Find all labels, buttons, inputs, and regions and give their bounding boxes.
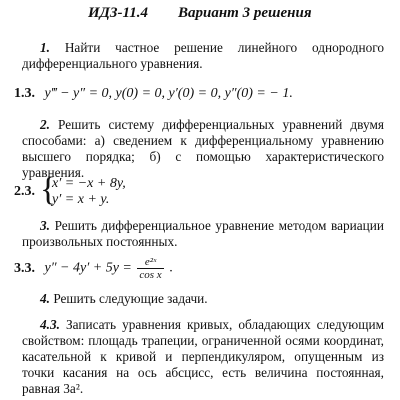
- fraction-numerator: e²ˣ: [137, 256, 163, 269]
- task-4-text: Решить следующие задачи.: [53, 291, 208, 306]
- task-1-text: Найти частное решение линейного однородного дифференциального уравнения.: [22, 40, 385, 71]
- system-row-1: x′ = −x + 8y,: [52, 176, 126, 191]
- equation-1-3-label: 1.3.: [14, 86, 35, 101]
- equation-3-3-tail: .: [169, 260, 173, 276]
- task-1-statement: [22, 40, 384, 72]
- task-4-3-number: 4.3.: [40, 317, 60, 332]
- variant-label: Вариант 3 решения: [178, 5, 312, 21]
- system-row-2: y′ = x + y.: [52, 192, 110, 207]
- fraction-denominator: cos x: [139, 269, 162, 281]
- fraction: [137, 256, 163, 281]
- task-3-number: 3.: [40, 218, 50, 233]
- system-brace: {: [40, 171, 57, 208]
- task-4-statement: [22, 291, 384, 307]
- task-3-statement: [22, 218, 384, 250]
- system-2-3-label: 2.3.: [14, 184, 35, 199]
- task-1-number: 1.: [40, 40, 50, 55]
- equation-3-3-lhs: y″ − 4y′ + 5y =: [44, 260, 132, 276]
- task-4-3-text: Записать уравнения кривых, обладающих следующим свойством: площадь трапеции, ограниченной осями координат, касательной к кривой и перпендикуляром, опущенным из точки касания на ось абсцисс, есть величина постоянная, равная 3a².: [22, 317, 384, 396]
- task-3-text: Решить дифференциальное уравнение методом вариации произвольных постоянных.: [22, 218, 385, 249]
- system-2-3: [14, 171, 214, 212]
- task-4-3-statement: [22, 317, 384, 397]
- equation-1-3: [14, 86, 293, 102]
- task-2-statement: [22, 117, 384, 181]
- task-4-number: 4.: [40, 291, 50, 306]
- equation-3-3-label: 3.3.: [14, 260, 35, 276]
- task-2-text: Решить систему дифференциальных уравнений двумя способами: а) сведением к дифференциальному уравнению высшего порядка; б) с помощью характеристического уравнения.: [22, 117, 385, 180]
- task-2-number: 2.: [40, 117, 50, 132]
- equation-1-3-formula: y‴ − y″ = 0, y(0) = 0, y′(0) = 0, y″(0) = − 1.: [44, 86, 293, 101]
- equation-3-3: [14, 256, 173, 281]
- assignment-title: ИДЗ-11.4: [88, 5, 148, 21]
